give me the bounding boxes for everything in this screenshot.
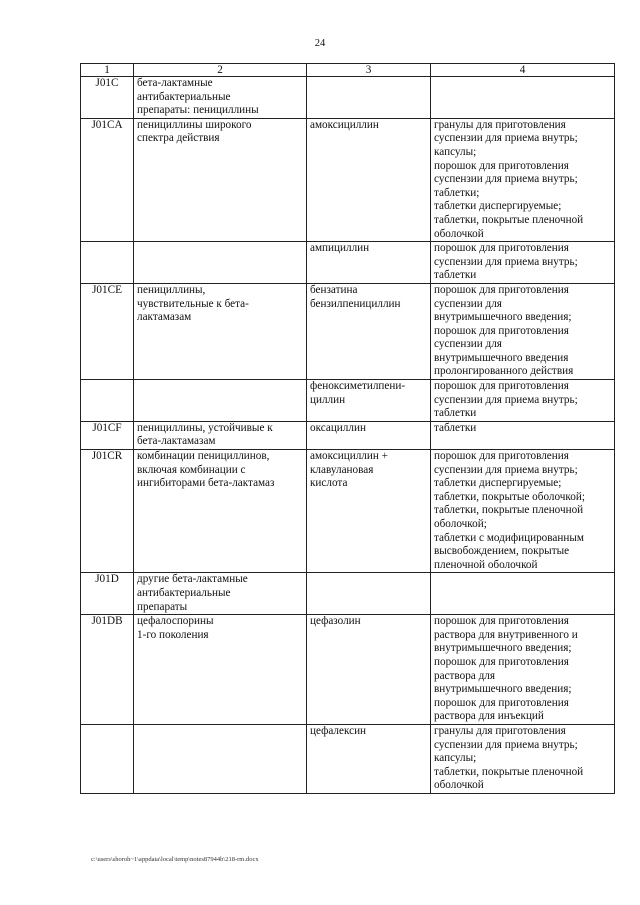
dosage-forms-cell (431, 450, 615, 573)
cell-text-line: феноксиметилпени- (310, 380, 406, 393)
cell-text-line: циллин (310, 393, 346, 406)
table-row (81, 77, 615, 119)
cell-text-line: таблетки, покрытые пленочной (434, 213, 584, 226)
cell-text-line: цефазолин (310, 615, 361, 628)
drug-name-cell (307, 724, 431, 793)
group-cell (134, 573, 307, 615)
cell-text-line: цефалексин (310, 724, 367, 737)
cell-text-line: высвобождением, покрытые (434, 545, 570, 558)
dosage-forms-cell (431, 615, 615, 725)
cell-text-line: пролонгированного действия (434, 365, 574, 378)
cell-text-line: суспензии для приема внутрь; (434, 463, 578, 476)
table-row (81, 450, 615, 573)
drug-name-cell (307, 242, 431, 284)
cell-text-line: внутримышечного введения; (434, 683, 572, 696)
cell-text-line: ампициллин (310, 242, 370, 255)
cell-text-line: пенициллины, устойчивые к (137, 421, 273, 434)
cell-text-line: бензилпенициллин (310, 297, 401, 310)
cell-text-line: амоксициллин (310, 118, 379, 131)
cell-text: J01DB (91, 615, 123, 628)
drug-table (80, 63, 615, 794)
atc-code-cell (81, 724, 134, 793)
cell-text-line: таблетки, покрытые пленочной (434, 765, 584, 778)
drug-name-cell (307, 615, 431, 725)
atc-code-cell (81, 421, 134, 449)
cell-text-line: оболочкой (434, 779, 484, 792)
cell-text-line: таблетки; (434, 186, 480, 199)
cell-text-line: раствора для (434, 669, 495, 682)
cell-text-line: суспензии для приема внутрь; (434, 173, 578, 186)
group-cell (134, 380, 307, 422)
table-row (81, 242, 615, 284)
cell-text-line: бета-лактамазам (137, 435, 216, 448)
column-header-1: 1 (81, 64, 134, 77)
cell-text-line: таблетки диспергируемые; (434, 200, 562, 213)
dosage-forms-cell (431, 283, 615, 379)
atc-code-cell (81, 450, 134, 573)
cell-text-line: порошок для приготовления (434, 159, 569, 172)
drug-name-cell (307, 77, 431, 119)
table-header-row (81, 64, 615, 77)
column-header-3: 3 (307, 64, 431, 77)
cell-text-line: порошок для приготовления (434, 450, 569, 463)
table-row (81, 118, 615, 241)
group-cell (134, 77, 307, 119)
dosage-forms-cell (431, 380, 615, 422)
cell-text-line: суспензии для приема внутрь; (434, 738, 578, 751)
table-row (81, 573, 615, 615)
cell-text-line: внутримышечного введения; (434, 642, 572, 655)
cell-text-line: таблетки, покрытые пленочной (434, 504, 584, 517)
drug-name-cell (307, 421, 431, 449)
dosage-forms-cell (431, 421, 615, 449)
table-row (81, 724, 615, 793)
cell-text-line: таблетки с модифицированным (434, 531, 584, 544)
cell-text-line: порошок для приготовления (434, 696, 569, 709)
cell-text-line: другие бета-лактамные (137, 573, 248, 586)
cell-text-line: бета-лактамные (137, 77, 213, 89)
cell-text-line: внутримышечного введения; (434, 311, 572, 324)
atc-code-cell (81, 615, 134, 725)
cell-text-line: таблетки (434, 269, 477, 282)
cell-text-line: таблетки (434, 421, 477, 434)
cell-text-line: суспензии для приема внутрь; (434, 132, 578, 145)
drug-name-cell (307, 380, 431, 422)
drug-name-cell (307, 283, 431, 379)
group-cell (134, 615, 307, 725)
dosage-forms-cell (431, 118, 615, 241)
atc-code-cell (81, 380, 134, 422)
atc-code-cell (81, 242, 134, 284)
drug-name-cell (307, 573, 431, 615)
drug-name-cell (307, 118, 431, 241)
cell-text-line: амоксициллин + (310, 450, 388, 463)
page-number: 24 (314, 38, 326, 49)
table-row (81, 421, 615, 449)
cell-text-line: порошок для приготовления (434, 242, 569, 255)
cell-text-line: пленочной оболочкой (434, 558, 538, 571)
cell-text-line: оксациллин (310, 421, 366, 434)
column-header-2: 2 (134, 64, 307, 77)
cell-text-line: антибактериальные (137, 586, 231, 599)
group-cell (134, 421, 307, 449)
cell-text-line: комбинации пенициллинов, (137, 450, 270, 463)
cell-text-line: суспензии для приема внутрь; (434, 393, 578, 406)
cell-text-line: цефалоспорины (137, 615, 214, 628)
cell-text: J01C (95, 77, 119, 89)
cell-text: J01D (95, 573, 119, 586)
dosage-forms-cell (431, 573, 615, 615)
cell-text-line: пенициллины, (137, 283, 206, 296)
group-cell (134, 450, 307, 573)
cell-text-line: оболочкой (434, 227, 484, 240)
cell-text: J01CR (91, 450, 123, 463)
atc-code-cell (81, 283, 134, 379)
cell-text-line: суспензии для (434, 297, 502, 310)
dosage-forms-cell (431, 242, 615, 284)
cell-text-line: лактамазам (137, 311, 192, 324)
drug-name-cell (307, 450, 431, 573)
cell-text-line: ингибиторами бета-лактамаз (137, 477, 275, 490)
dosage-forms-cell (431, 724, 615, 793)
group-cell (134, 118, 307, 241)
cell-text-line: суспензии для (434, 338, 502, 351)
cell-text-line: таблетки, покрытые оболочкой; (434, 490, 585, 503)
cell-text-line: антибактериальные (137, 90, 231, 103)
table-row (81, 615, 615, 725)
cell-text-line: таблетки (434, 407, 477, 420)
cell-text-line: 1-го поколения (137, 628, 209, 641)
cell-text: J01CE (92, 283, 122, 296)
footer-file-path: c:\users\shoroh~1\appdata\local\temp\notes87944b\218-rm.docx (91, 856, 259, 863)
table-row (81, 283, 615, 379)
table-row (81, 380, 615, 422)
cell-text-line: чувствительные к бета- (137, 297, 249, 310)
atc-code-cell (81, 118, 134, 241)
cell-text-line: препараты: пенициллины (137, 104, 259, 117)
cell-text-line: кислота (310, 477, 348, 490)
atc-code-cell (81, 573, 134, 615)
column-header-4: 4 (431, 64, 615, 77)
cell-text-line: таблетки диспергируемые; (434, 477, 562, 490)
cell-text-line: порошок для приготовления (434, 380, 569, 393)
cell-text-line: внутримышечного введения (434, 351, 569, 364)
cell-text: J01CA (91, 118, 123, 131)
cell-text-line: капсулы; (434, 752, 477, 765)
cell-text-line: капсулы; (434, 145, 477, 158)
cell-text-line: раствора для инъекций (434, 710, 544, 723)
group-cell (134, 242, 307, 284)
cell-text-line: порошок для приготовления (434, 615, 569, 628)
cell-text-line: суспензии для приема внутрь; (434, 255, 578, 268)
cell-text-line: клавулановая (310, 463, 374, 476)
cell-text-line: порошок для приготовления (434, 283, 569, 296)
cell-text-line: гранулы для приготовления (434, 118, 566, 131)
cell-text-line: включая комбинации с (137, 463, 246, 476)
cell-text-line: спектра действия (137, 132, 220, 145)
cell-text-line: оболочкой; (434, 518, 487, 530)
group-cell (134, 283, 307, 379)
cell-text: J01CF (92, 421, 122, 434)
cell-text-line: пенициллины широкого (137, 118, 252, 131)
atc-code-cell (81, 77, 134, 119)
cell-text-line: порошок для приготовления (434, 655, 569, 668)
cell-text-line: порошок для приготовления (434, 324, 569, 337)
cell-text-line: гранулы для приготовления (434, 724, 566, 737)
dosage-forms-cell (431, 77, 615, 119)
cell-text-line: раствора для внутривенного и (434, 628, 578, 641)
group-cell (134, 724, 307, 793)
cell-text-line: препараты (137, 600, 188, 613)
cell-text-line: бензатина (310, 283, 358, 296)
